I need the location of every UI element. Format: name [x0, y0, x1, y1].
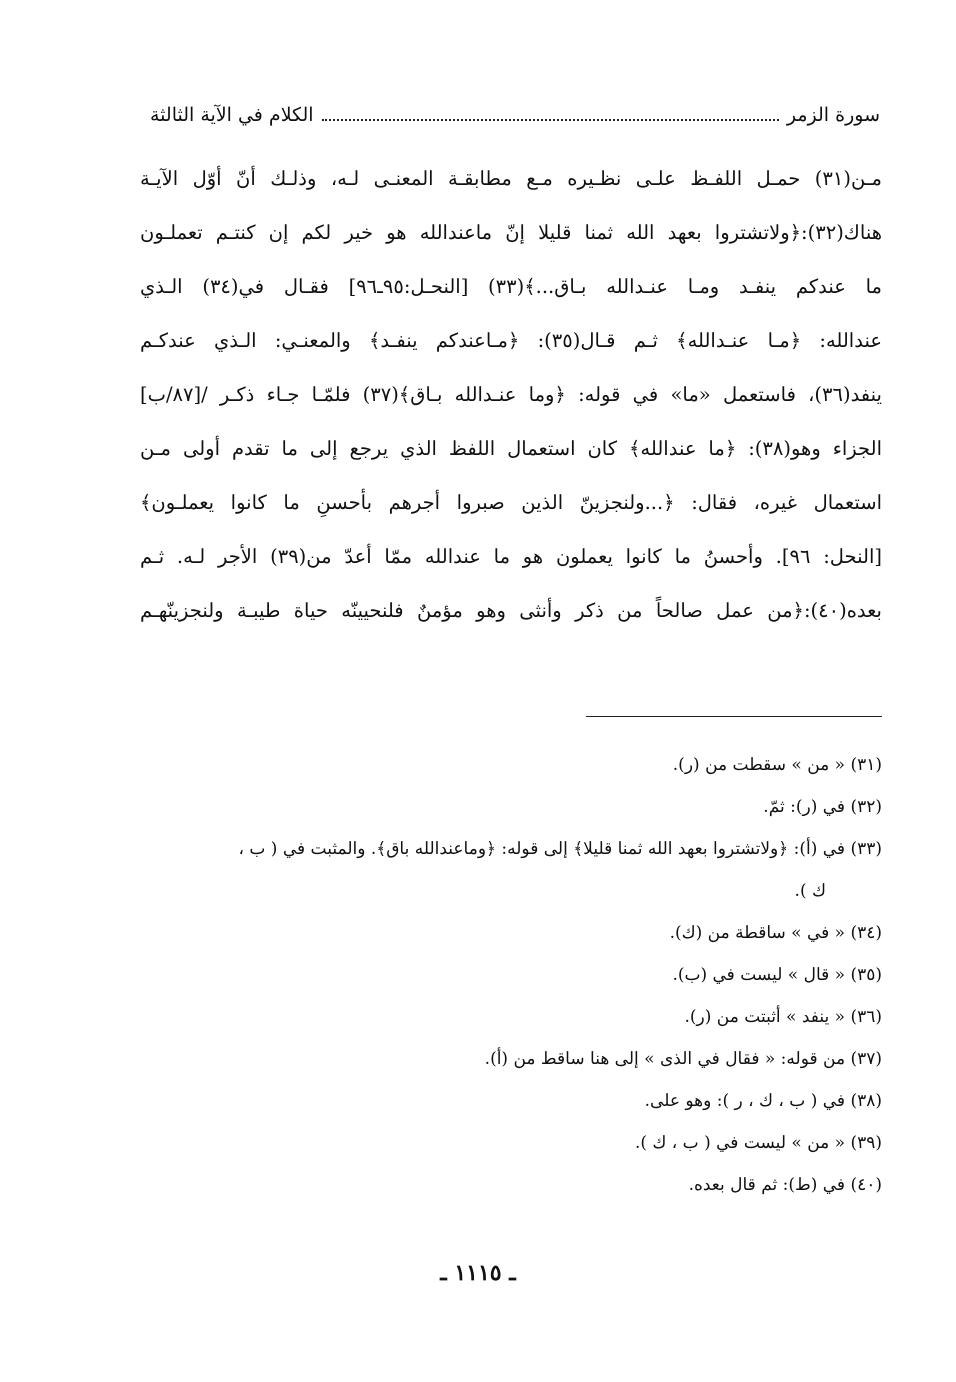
body-line: استعمال غيره، فقال: ﴿...ولنجزينّ الذين صبروا أجرهم بأحسنِ ما كانوا يعملـون﴾ [140, 491, 882, 514]
footnote-37: (٣٧) من قوله: « فقال في الذى » إلى هنا ساقط من (أ). [484, 1049, 882, 1069]
footnote-31: (٣١) « من » سقطت من (ر). [672, 755, 882, 775]
running-header [150, 104, 880, 126]
footnote-35: (٣٥) « قال » ليست في (ب). [672, 965, 882, 985]
body-line: مـن(٣١) حمـل اللفـظ علـى نظـيره مـع مطابقـة المعنـى لـه، وذلـك أنّ أوّل الآيـة [140, 167, 882, 190]
header-section-title: الكلام في الآية الثالثة [150, 104, 314, 126]
body-line: بعده(٤٠):﴿من عمل صالحاً من ذكر وأنثى وهو مؤمنٌ فلنحيينّه حياة طيبـة ولنجزينّهـم [140, 599, 882, 622]
footnote-40: (٤٠) في (ط): ثم قال بعده. [688, 1175, 882, 1195]
body-line: ينفد(٣٦)، فاستعمل «ما» في قوله: ﴿وما عنـدالله بـاق﴾(٣٧) فلمّـا جـاء ذكـر /[٨٧/ب] [140, 383, 882, 406]
footnote-divider [586, 716, 882, 717]
footnote-33-continuation: ك ). [794, 881, 826, 901]
footnote-38: (٣٨) في ( ب ، ك ، ر ): وهو على. [644, 1091, 882, 1111]
main-text [140, 152, 882, 638]
body-line: هناك(٣٢):﴿ولاتشتروا بعهد الله ثمنا قليلا إنّ ماعندالله هو خير لكم إن كنتـم تعملـون [140, 221, 882, 244]
header-dotted-leader [322, 105, 779, 121]
body-line: ما عندكم ينفـد ومـا عنـدالله بـاق...﴾(٣٣) [النحـل:٩٥ـ٩٦] فقـال في(٣٤) الـذي [140, 275, 882, 298]
body-line: [النحل: ٩٦]. وأحسنُ ما كانوا يعملون هو ما عندالله ممّا أعدّ من(٣٩) الأجر لـه. ثـم [140, 545, 882, 568]
footnote-36: (٣٦) « ينفد » أثبتت من (ر). [684, 1007, 882, 1027]
body-line: الجزاء وهو(٣٨): ﴿ما عندالله﴾ كان استعمال اللفظ الذي يرجع إلى ما تقدم أولى مـن [140, 437, 882, 460]
footnote-39: (٣٩) « من » ليست في ( ب ، ك ). [634, 1133, 882, 1153]
header-chapter-title: سورة الزمر [786, 104, 880, 126]
page-number: ـ ١١١٥ ـ [440, 1260, 516, 1286]
body-line: عندالله: ﴿مـا عنـدالله﴾ ثـم قـال(٣٥): ﴿مـاعندكم ينفـد﴾ والمعنـي: الـذي عندكـم [140, 329, 882, 352]
footnotes [140, 744, 882, 1206]
footnote-34: (٣٤) « في » ساقطة من (ك). [669, 923, 882, 943]
footnote-33: (٣٣) في (أ): ﴿ولاتشتروا بعهد الله ثمنا قليلا﴾ إلى قوله: ﴿وماعندالله باق﴾. والمثبت في ( ب ، [238, 839, 882, 859]
footnote-32: (٣٢) في (ر): ثمّ. [763, 797, 882, 817]
